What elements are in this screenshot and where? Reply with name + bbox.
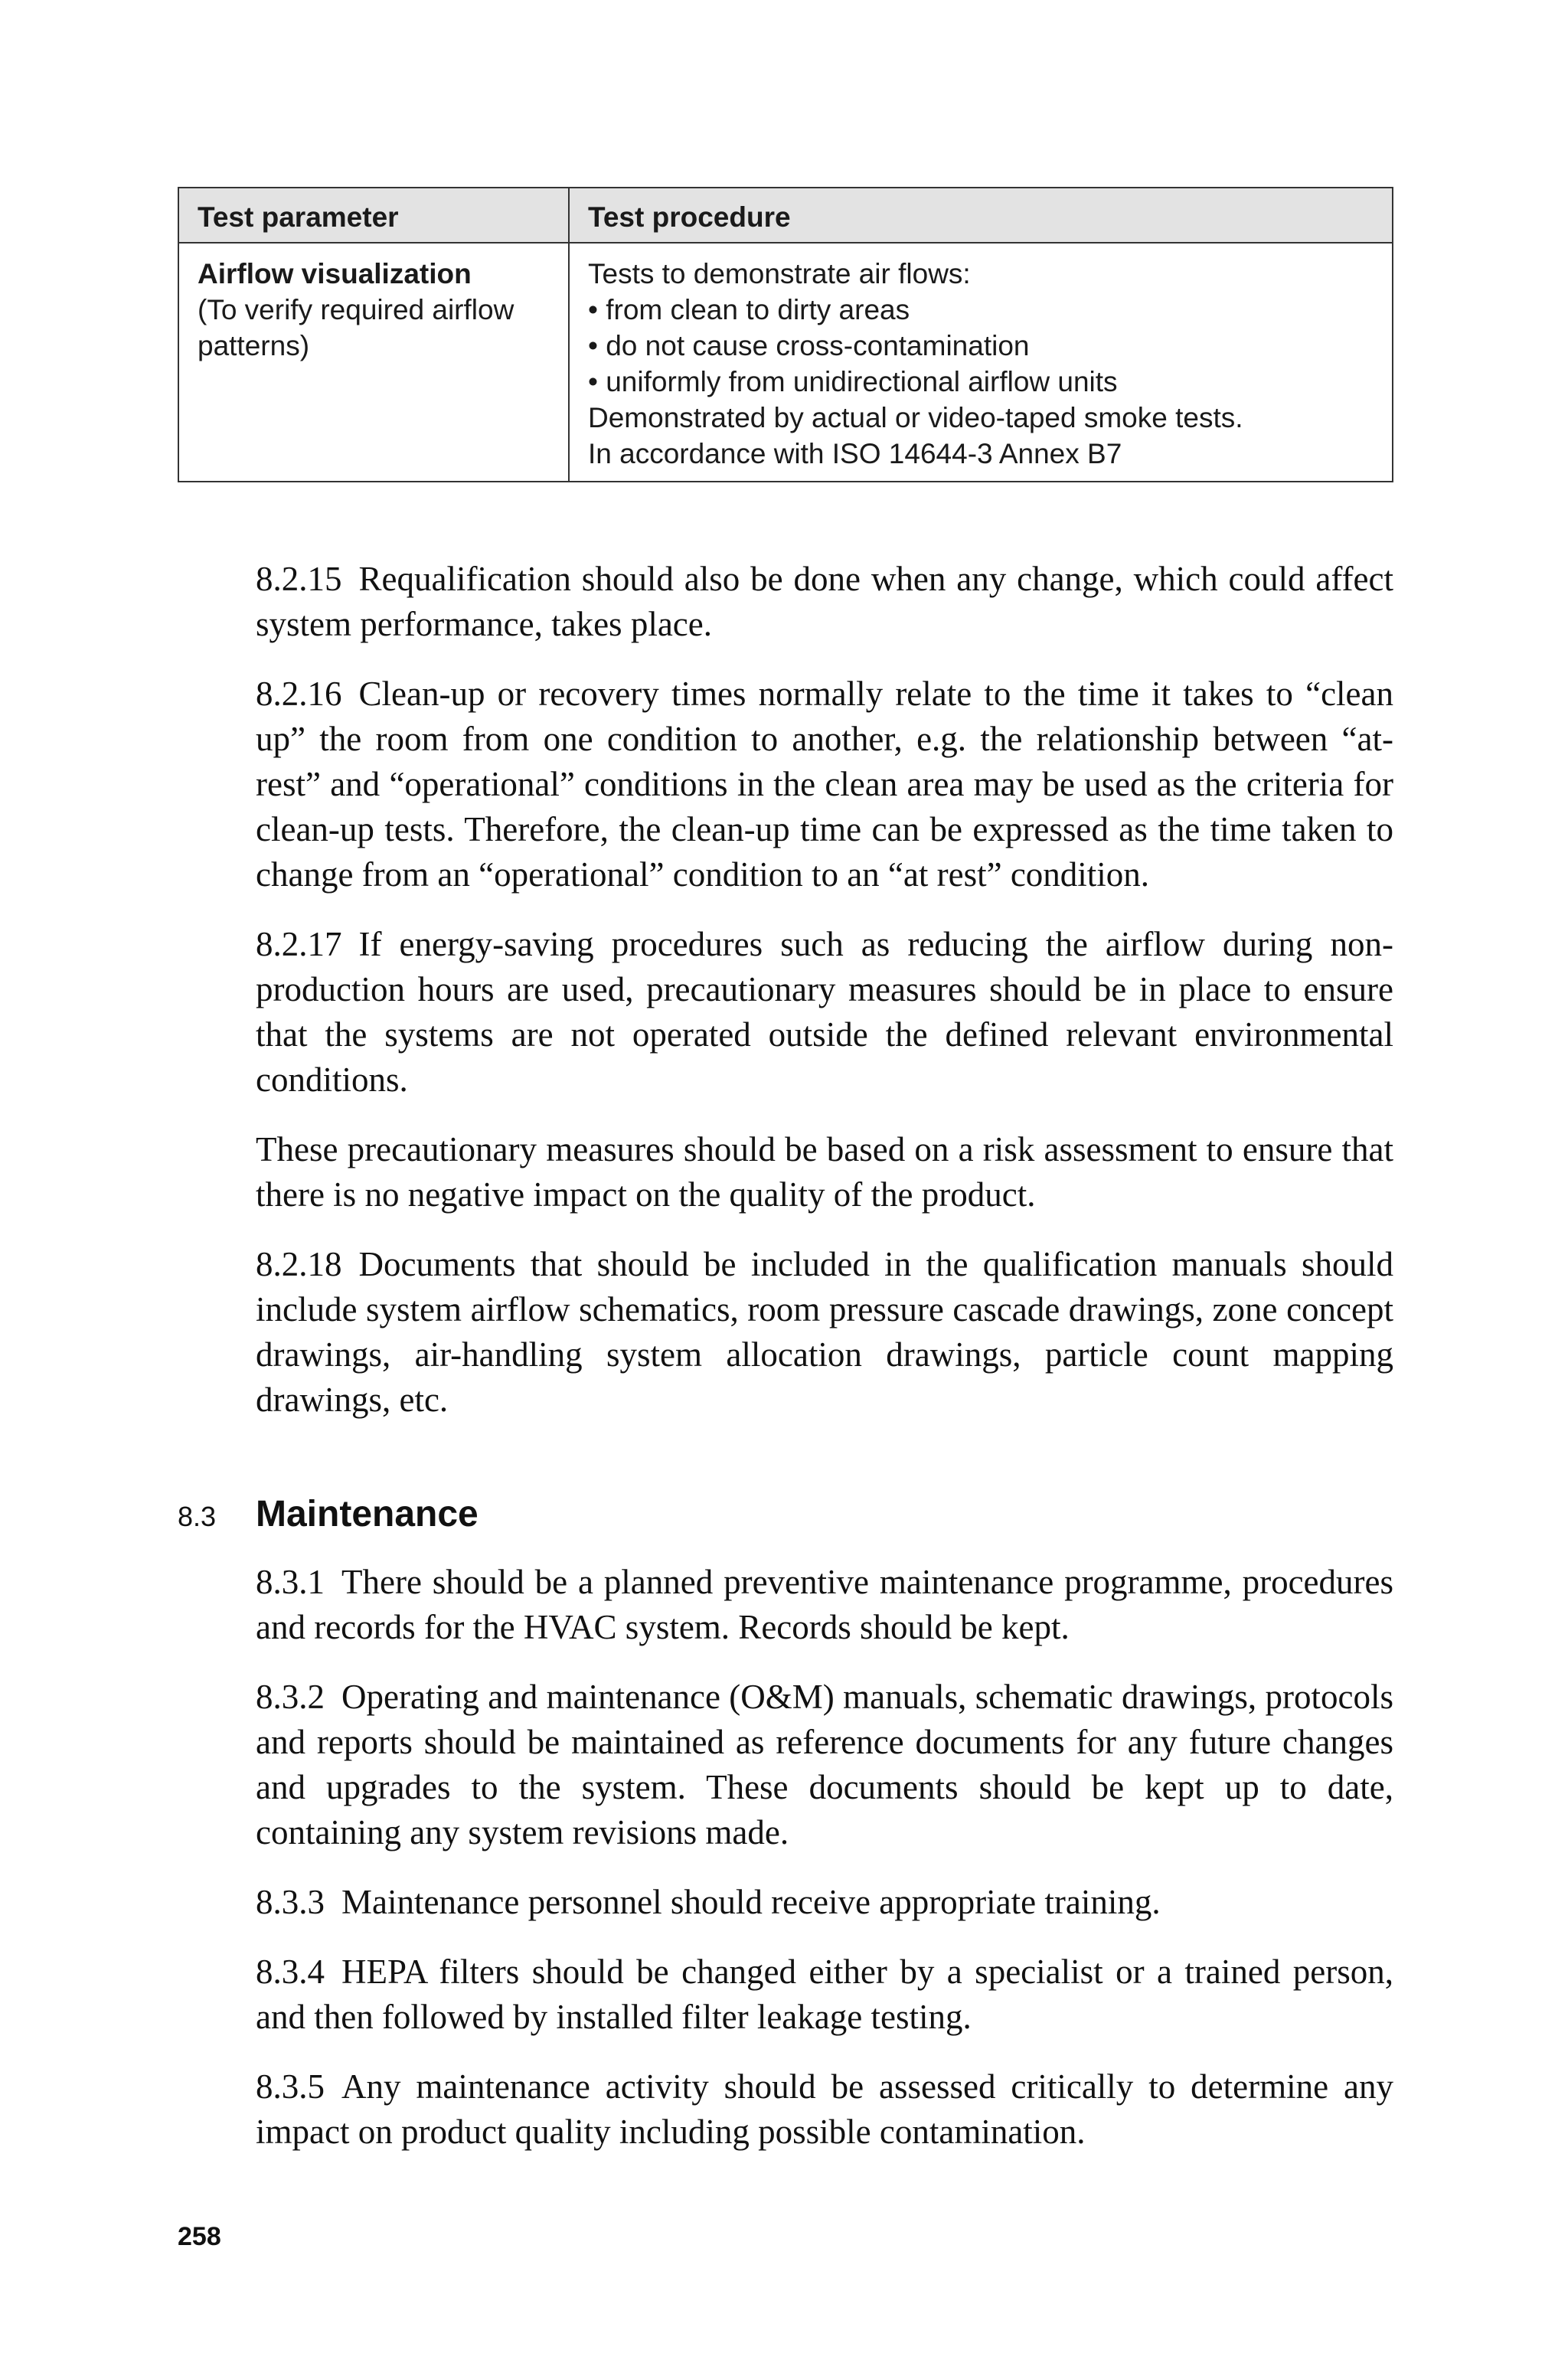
paragraph-text: Any maintenance activity should be assessed critically to determine any impact on product quality including possible contamination. xyxy=(256,2067,1393,2151)
paragraph-8-3-4 xyxy=(256,1949,1393,2040)
paragraph-text: Operating and maintenance (O&M) manuals, schematic drawings, protocols and reports should be maintained as reference documents for any future changes and upgrades to the system. These documents should be kept up to date, containing any system revisions made. xyxy=(256,1678,1393,1851)
procedure-line: In accordance with ISO 14644-3 Annex B7 xyxy=(588,438,1122,469)
paragraph-number: 8.3.3 xyxy=(256,1883,325,1921)
paragraph-text: These precautionary measures should be based on a risk assessment to ensure that there is no negative impact on the quality of the product. xyxy=(256,1130,1393,1214)
paragraph-8-2-18 xyxy=(256,1242,1393,1423)
cell-test-procedure xyxy=(569,243,1393,482)
paragraph-8-3-2 xyxy=(256,1675,1393,1855)
page-number: 258 xyxy=(178,2222,221,2251)
section-number: 8.3 xyxy=(178,1501,217,1532)
paragraph-text: Requalification should also be done when any change, which could affect system performance, takes place. xyxy=(256,560,1393,643)
procedure-line: • from clean to dirty areas xyxy=(588,294,910,325)
paragraph-number: 8.2.15 xyxy=(256,560,342,598)
paragraph-text: Clean-up or recovery times normally relate to the time it takes to “clean up” the room from one condition to another, e.g. the relationship between “at-rest” and “operational” conditions in the clean area may be used as the criteria for clean-up tests. Therefore, the clean-up time can be expressed as the time taken to change from an “operational” condition to an “at rest” condition. xyxy=(256,675,1393,894)
paragraph-text: HEPA filters should be changed either by a specialist or a trained person, and then followed by installed filter leakage testing. xyxy=(256,1953,1393,2036)
paragraph-number: 8.3.4 xyxy=(256,1953,325,1991)
paragraph-8-2-17-continued xyxy=(256,1127,1393,1217)
paragraph-8-3-1 xyxy=(256,1560,1393,1650)
table-header-row xyxy=(178,188,1393,243)
paragraph-text: There should be a planned preventive maintenance programme, procedures and records for the HVAC system. Records should be kept. xyxy=(256,1563,1393,1646)
paragraph-8-3-5 xyxy=(256,2064,1393,2155)
paragraph-text: Documents that should be included in the qualification manuals should include system airflow schematics, room pressure cascade drawings, zone concept drawings, air-handling system allocation drawings, particle count mapping drawings, etc. xyxy=(256,1245,1393,1419)
column-header-test-procedure: Test procedure xyxy=(569,188,1393,243)
paragraph-number: 8.3.2 xyxy=(256,1678,325,1716)
paragraph-text: If energy-saving procedures such as reducing the airflow during non-production hours are used, precautionary measures should be in place to ensure that the systems are not operated outside the defined relevant environmental conditions. xyxy=(256,925,1393,1099)
section-heading-maintenance xyxy=(178,1493,479,1535)
procedure-line: • uniformly from unidirectional airflow units xyxy=(588,366,1118,397)
column-header-test-parameter: Test parameter xyxy=(178,188,569,243)
section-title: Maintenance xyxy=(256,1494,479,1534)
paragraph-text: Maintenance personnel should receive appropriate training. xyxy=(341,1883,1161,1921)
paragraph-number: 8.3.5 xyxy=(256,2067,325,2106)
paragraph-number: 8.2.16 xyxy=(256,675,342,713)
paragraph-8-2-17 xyxy=(256,922,1393,1103)
paragraph-8-3-3 xyxy=(256,1880,1393,1925)
parameter-description: (To verify required airflow patterns) xyxy=(198,294,514,361)
procedure-line: Tests to demonstrate air flows: xyxy=(588,258,971,289)
table-row xyxy=(178,243,1393,482)
section-8-2-paragraphs xyxy=(256,557,1393,1423)
paragraph-8-2-15 xyxy=(256,557,1393,647)
procedure-line: • do not cause cross-contamination xyxy=(588,330,1030,361)
paragraph-number: 8.3.1 xyxy=(256,1563,325,1601)
paragraph-8-2-16 xyxy=(256,672,1393,897)
parameter-name: Airflow visualization xyxy=(198,258,472,289)
cell-test-parameter xyxy=(178,243,569,482)
procedure-line: Demonstrated by actual or video-taped smoke tests. xyxy=(588,402,1243,433)
section-8-3-paragraphs xyxy=(256,1560,1393,2155)
paragraph-number: 8.2.18 xyxy=(256,1245,342,1283)
paragraph-number: 8.2.17 xyxy=(256,925,342,963)
test-parameter-table xyxy=(178,187,1393,482)
